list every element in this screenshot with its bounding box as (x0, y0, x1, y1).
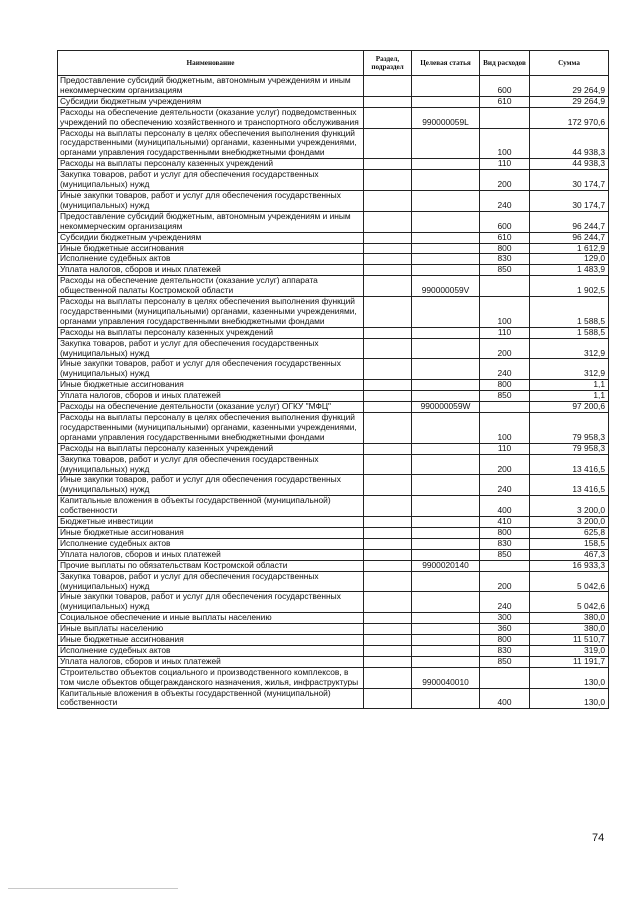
cell-kind: 100 (480, 297, 530, 328)
cell-sum: 380,0 (530, 624, 609, 635)
table-row (58, 128, 609, 159)
cell-name: Закупка товаров, работ и услуг для обеспечения государственных (муниципальных) нужд (58, 338, 364, 359)
cell-kind (480, 667, 530, 688)
cell-sum: 11 191,7 (530, 656, 609, 667)
cell-sum: 13 416,5 (530, 475, 609, 496)
cell-section (364, 517, 412, 528)
cell-target (412, 380, 480, 391)
cell-kind: 110 (480, 443, 530, 454)
cell-sum: 29 264,9 (530, 76, 609, 97)
cell-sum: 1,1 (530, 391, 609, 402)
table-row (58, 211, 609, 232)
cell-target (412, 232, 480, 243)
cell-target (412, 549, 480, 560)
cell-name: Исполнение судебных актов (58, 538, 364, 549)
table-row (58, 635, 609, 646)
scan-artifact-line (8, 888, 178, 889)
cell-target (412, 538, 480, 549)
cell-target (412, 688, 480, 709)
cell-sum: 380,0 (530, 613, 609, 624)
cell-name: Расходы на обеспечение деятельности (оказание услуг) подведомственных учреждений по обеспечению хозяйственного и транспортного обслуживания (58, 107, 364, 128)
table-row (58, 380, 609, 391)
table-row (58, 232, 609, 243)
cell-section (364, 592, 412, 613)
cell-target (412, 656, 480, 667)
cell-section (364, 338, 412, 359)
cell-section (364, 265, 412, 276)
cell-kind: 100 (480, 128, 530, 159)
cell-sum: 11 510,7 (530, 635, 609, 646)
cell-kind: 610 (480, 232, 530, 243)
cell-kind: 800 (480, 527, 530, 538)
cell-sum: 13 416,5 (530, 454, 609, 475)
cell-section (364, 327, 412, 338)
cell-sum: 1,1 (530, 380, 609, 391)
cell-section (364, 359, 412, 380)
cell-target (412, 190, 480, 211)
cell-name: Бюджетные инвестиции (58, 517, 364, 528)
table-row (58, 413, 609, 444)
cell-kind: 830 (480, 538, 530, 549)
cell-sum: 30 174,7 (530, 170, 609, 191)
cell-name: Капитальные вложения в объекты государственной (муниципальной) собственности (58, 688, 364, 709)
cell-kind: 100 (480, 413, 530, 444)
table-row (58, 527, 609, 538)
cell-name: Иные закупки товаров, работ и услуг для обеспечения государственных (муниципальных) нужд (58, 592, 364, 613)
cell-sum: 29 264,9 (530, 96, 609, 107)
cell-name: Расходы на выплаты персоналу в целях обеспечения выполнения функций государственными (муниципальными) органами, казенными учреждениями, органами управления государственными внебюджетными фондами (58, 128, 364, 159)
cell-section (364, 232, 412, 243)
cell-section (364, 170, 412, 191)
cell-sum: 1 902,5 (530, 276, 609, 297)
cell-section (364, 496, 412, 517)
table-row (58, 276, 609, 297)
cell-section (364, 635, 412, 646)
cell-kind: 300 (480, 613, 530, 624)
cell-sum: 312,9 (530, 338, 609, 359)
table-row (58, 265, 609, 276)
table-row (58, 560, 609, 571)
cell-name: Иные закупки товаров, работ и услуг для обеспечения государственных (муниципальных) нужд (58, 190, 364, 211)
cell-name: Закупка товаров, работ и услуг для обеспечения государственных (муниципальных) нужд (58, 454, 364, 475)
cell-section (364, 276, 412, 297)
cell-sum: 1 612,9 (530, 243, 609, 254)
cell-name: Капитальные вложения в объекты государственной (муниципальной) собственности (58, 496, 364, 517)
cell-name: Социальное обеспечение и иные выплаты населению (58, 613, 364, 624)
cell-target: 990000059W (412, 402, 480, 413)
cell-section (364, 254, 412, 265)
cell-kind: 360 (480, 624, 530, 635)
cell-target (412, 645, 480, 656)
cell-sum: 158,5 (530, 538, 609, 549)
cell-section (364, 402, 412, 413)
cell-kind: 850 (480, 656, 530, 667)
cell-target (412, 243, 480, 254)
cell-target (412, 517, 480, 528)
cell-target (412, 475, 480, 496)
header-target: Целевая статья (412, 51, 480, 76)
table-row (58, 517, 609, 528)
table-row (58, 391, 609, 402)
cell-section (364, 656, 412, 667)
cell-sum: 96 244,7 (530, 211, 609, 232)
cell-sum: 30 174,7 (530, 190, 609, 211)
cell-section (364, 645, 412, 656)
cell-name: Уплата налогов, сборов и иных платежей (58, 656, 364, 667)
cell-section (364, 688, 412, 709)
cell-sum: 44 938,3 (530, 159, 609, 170)
cell-sum: 172 970,6 (530, 107, 609, 128)
cell-name: Расходы на выплаты персоналу казенных учреждений (58, 159, 364, 170)
cell-sum: 1 483,9 (530, 265, 609, 276)
cell-target (412, 327, 480, 338)
cell-kind: 800 (480, 243, 530, 254)
cell-sum: 3 200,0 (530, 496, 609, 517)
cell-target (412, 211, 480, 232)
cell-section (364, 443, 412, 454)
cell-name: Иные бюджетные ассигнования (58, 635, 364, 646)
table-row (58, 645, 609, 656)
cell-target: 990000059L (412, 107, 480, 128)
header-kind: Вид расходов (480, 51, 530, 76)
cell-sum: 16 933,3 (530, 560, 609, 571)
cell-target (412, 592, 480, 613)
cell-section (364, 159, 412, 170)
table-row (58, 538, 609, 549)
cell-kind: 110 (480, 159, 530, 170)
cell-sum: 97 200,6 (530, 402, 609, 413)
cell-name: Расходы на выплаты персоналу в целях обеспечения выполнения функций государственными (муниципальными) органами, казенными учреждениями, органами управления государственными внебюджетными фондами (58, 413, 364, 444)
cell-kind: 400 (480, 688, 530, 709)
cell-target (412, 265, 480, 276)
cell-kind: 600 (480, 211, 530, 232)
cell-kind: 410 (480, 517, 530, 528)
cell-target: 9900040010 (412, 667, 480, 688)
cell-name: Прочие выплаты по обязательствам Костромской области (58, 560, 364, 571)
table-row (58, 571, 609, 592)
cell-sum: 312,9 (530, 359, 609, 380)
cell-kind: 200 (480, 571, 530, 592)
cell-sum: 5 042,6 (530, 592, 609, 613)
table-row (58, 443, 609, 454)
cell-name: Строительство объектов социального и производственного комплексов, в том числе объектов общегражданского назначения, жилья, инфраструктуры (58, 667, 364, 688)
cell-target (412, 338, 480, 359)
cell-name: Исполнение судебных актов (58, 254, 364, 265)
table-row (58, 76, 609, 97)
table-row (58, 402, 609, 413)
cell-target (412, 413, 480, 444)
table-row (58, 107, 609, 128)
cell-kind: 830 (480, 254, 530, 265)
cell-sum: 1 588,5 (530, 327, 609, 338)
cell-kind: 600 (480, 76, 530, 97)
cell-kind: 610 (480, 96, 530, 107)
cell-sum: 625,8 (530, 527, 609, 538)
cell-kind (480, 560, 530, 571)
cell-section (364, 76, 412, 97)
table-row (58, 592, 609, 613)
cell-target (412, 128, 480, 159)
cell-sum: 1 588,5 (530, 297, 609, 328)
cell-section (364, 128, 412, 159)
cell-kind: 850 (480, 265, 530, 276)
cell-target (412, 96, 480, 107)
cell-target (412, 170, 480, 191)
cell-section (364, 391, 412, 402)
table-row (58, 243, 609, 254)
header-sum: Сумма (530, 51, 609, 76)
cell-target (412, 359, 480, 380)
cell-name: Иные закупки товаров, работ и услуг для обеспечения государственных (муниципальных) нужд (58, 475, 364, 496)
cell-target (412, 496, 480, 517)
cell-section (364, 107, 412, 128)
cell-name: Предоставление субсидий бюджетным, автономным учреждениям и иным некоммерческим организациям (58, 76, 364, 97)
cell-name: Иные бюджетные ассигнования (58, 527, 364, 538)
table-row (58, 170, 609, 191)
cell-kind: 800 (480, 380, 530, 391)
cell-kind (480, 402, 530, 413)
cell-target: 9900020140 (412, 560, 480, 571)
cell-section (364, 667, 412, 688)
cell-name: Иные бюджетные ассигнования (58, 243, 364, 254)
cell-kind: 400 (480, 496, 530, 517)
cell-name: Уплата налогов, сборов и иных платежей (58, 265, 364, 276)
cell-kind: 240 (480, 190, 530, 211)
cell-target: 990000059V (412, 276, 480, 297)
cell-kind: 850 (480, 391, 530, 402)
cell-kind: 830 (480, 645, 530, 656)
cell-target (412, 159, 480, 170)
cell-name: Расходы на выплаты персоналу в целях обеспечения выполнения функций государственными (муниципальными) органами, казенными учреждениями, органами управления государственными внебюджетными фондами (58, 297, 364, 328)
cell-target (412, 571, 480, 592)
table-row (58, 496, 609, 517)
cell-target (412, 76, 480, 97)
cell-target (412, 624, 480, 635)
table-row (58, 338, 609, 359)
cell-sum: 96 244,7 (530, 232, 609, 243)
cell-section (364, 454, 412, 475)
table-row (58, 613, 609, 624)
cell-target (412, 527, 480, 538)
cell-section (364, 243, 412, 254)
cell-kind (480, 107, 530, 128)
cell-sum: 79 958,3 (530, 413, 609, 444)
cell-target (412, 454, 480, 475)
cell-name: Исполнение судебных актов (58, 645, 364, 656)
cell-name: Иные закупки товаров, работ и услуг для обеспечения государственных (муниципальных) нужд (58, 359, 364, 380)
cell-section (364, 560, 412, 571)
cell-section (364, 413, 412, 444)
cell-kind: 850 (480, 549, 530, 560)
table-row (58, 454, 609, 475)
cell-section (364, 380, 412, 391)
page-number: 74 (592, 832, 605, 844)
cell-sum: 130,0 (530, 667, 609, 688)
cell-sum: 79 958,3 (530, 443, 609, 454)
cell-section (364, 624, 412, 635)
cell-kind (480, 276, 530, 297)
table-row (58, 656, 609, 667)
budget-table (57, 50, 609, 709)
cell-name: Расходы на обеспечение деятельности (оказание услуг) аппарата общественной палаты Костромской области (58, 276, 364, 297)
table-row (58, 190, 609, 211)
cell-name: Закупка товаров, работ и услуг для обеспечения государственных (муниципальных) нужд (58, 170, 364, 191)
cell-name: Уплата налогов, сборов и иных платежей (58, 391, 364, 402)
cell-name: Субсидии бюджетным учреждениям (58, 96, 364, 107)
cell-name: Расходы на выплаты персоналу казенных учреждений (58, 327, 364, 338)
cell-target (412, 297, 480, 328)
table-row (58, 624, 609, 635)
cell-target (412, 635, 480, 646)
cell-section (364, 549, 412, 560)
cell-sum: 44 938,3 (530, 128, 609, 159)
cell-name: Иные бюджетные ассигнования (58, 380, 364, 391)
header-name: Наименование (58, 51, 364, 76)
table-row (58, 475, 609, 496)
cell-name: Расходы на выплаты персоналу казенных учреждений (58, 443, 364, 454)
cell-sum: 3 200,0 (530, 517, 609, 528)
cell-section (364, 475, 412, 496)
cell-section (364, 211, 412, 232)
cell-section (364, 190, 412, 211)
table-header-row (58, 51, 609, 76)
cell-name: Иные выплаты населению (58, 624, 364, 635)
cell-kind: 200 (480, 338, 530, 359)
cell-kind: 200 (480, 170, 530, 191)
cell-kind: 200 (480, 454, 530, 475)
cell-section (364, 613, 412, 624)
table-row (58, 549, 609, 560)
cell-section (364, 538, 412, 549)
cell-section (364, 571, 412, 592)
cell-target (412, 613, 480, 624)
table-row (58, 96, 609, 107)
cell-name: Субсидии бюджетным учреждениям (58, 232, 364, 243)
cell-name: Закупка товаров, работ и услуг для обеспечения государственных (муниципальных) нужд (58, 571, 364, 592)
cell-kind: 240 (480, 475, 530, 496)
cell-target (412, 443, 480, 454)
cell-sum: 467,3 (530, 549, 609, 560)
header-section: Раздел, подраздел (364, 51, 412, 76)
cell-target (412, 254, 480, 265)
cell-target (412, 391, 480, 402)
table-body (58, 76, 609, 709)
cell-name: Уплата налогов, сборов и иных платежей (58, 549, 364, 560)
cell-kind: 110 (480, 327, 530, 338)
cell-kind: 800 (480, 635, 530, 646)
cell-kind: 240 (480, 592, 530, 613)
cell-sum: 130,0 (530, 688, 609, 709)
cell-section (364, 297, 412, 328)
table-row (58, 254, 609, 265)
cell-section (364, 527, 412, 538)
table-row (58, 327, 609, 338)
table-row (58, 667, 609, 688)
table-row (58, 359, 609, 380)
cell-kind: 240 (480, 359, 530, 380)
cell-name: Предоставление субсидий бюджетным, автономным учреждениям и иным некоммерческим организациям (58, 211, 364, 232)
table-row (58, 159, 609, 170)
table-row (58, 297, 609, 328)
cell-name: Расходы на обеспечение деятельности (оказание услуг) ОГКУ "МФЦ" (58, 402, 364, 413)
cell-sum: 319,0 (530, 645, 609, 656)
cell-sum: 5 042,6 (530, 571, 609, 592)
table-row (58, 688, 609, 709)
cell-sum: 129,0 (530, 254, 609, 265)
cell-section (364, 96, 412, 107)
